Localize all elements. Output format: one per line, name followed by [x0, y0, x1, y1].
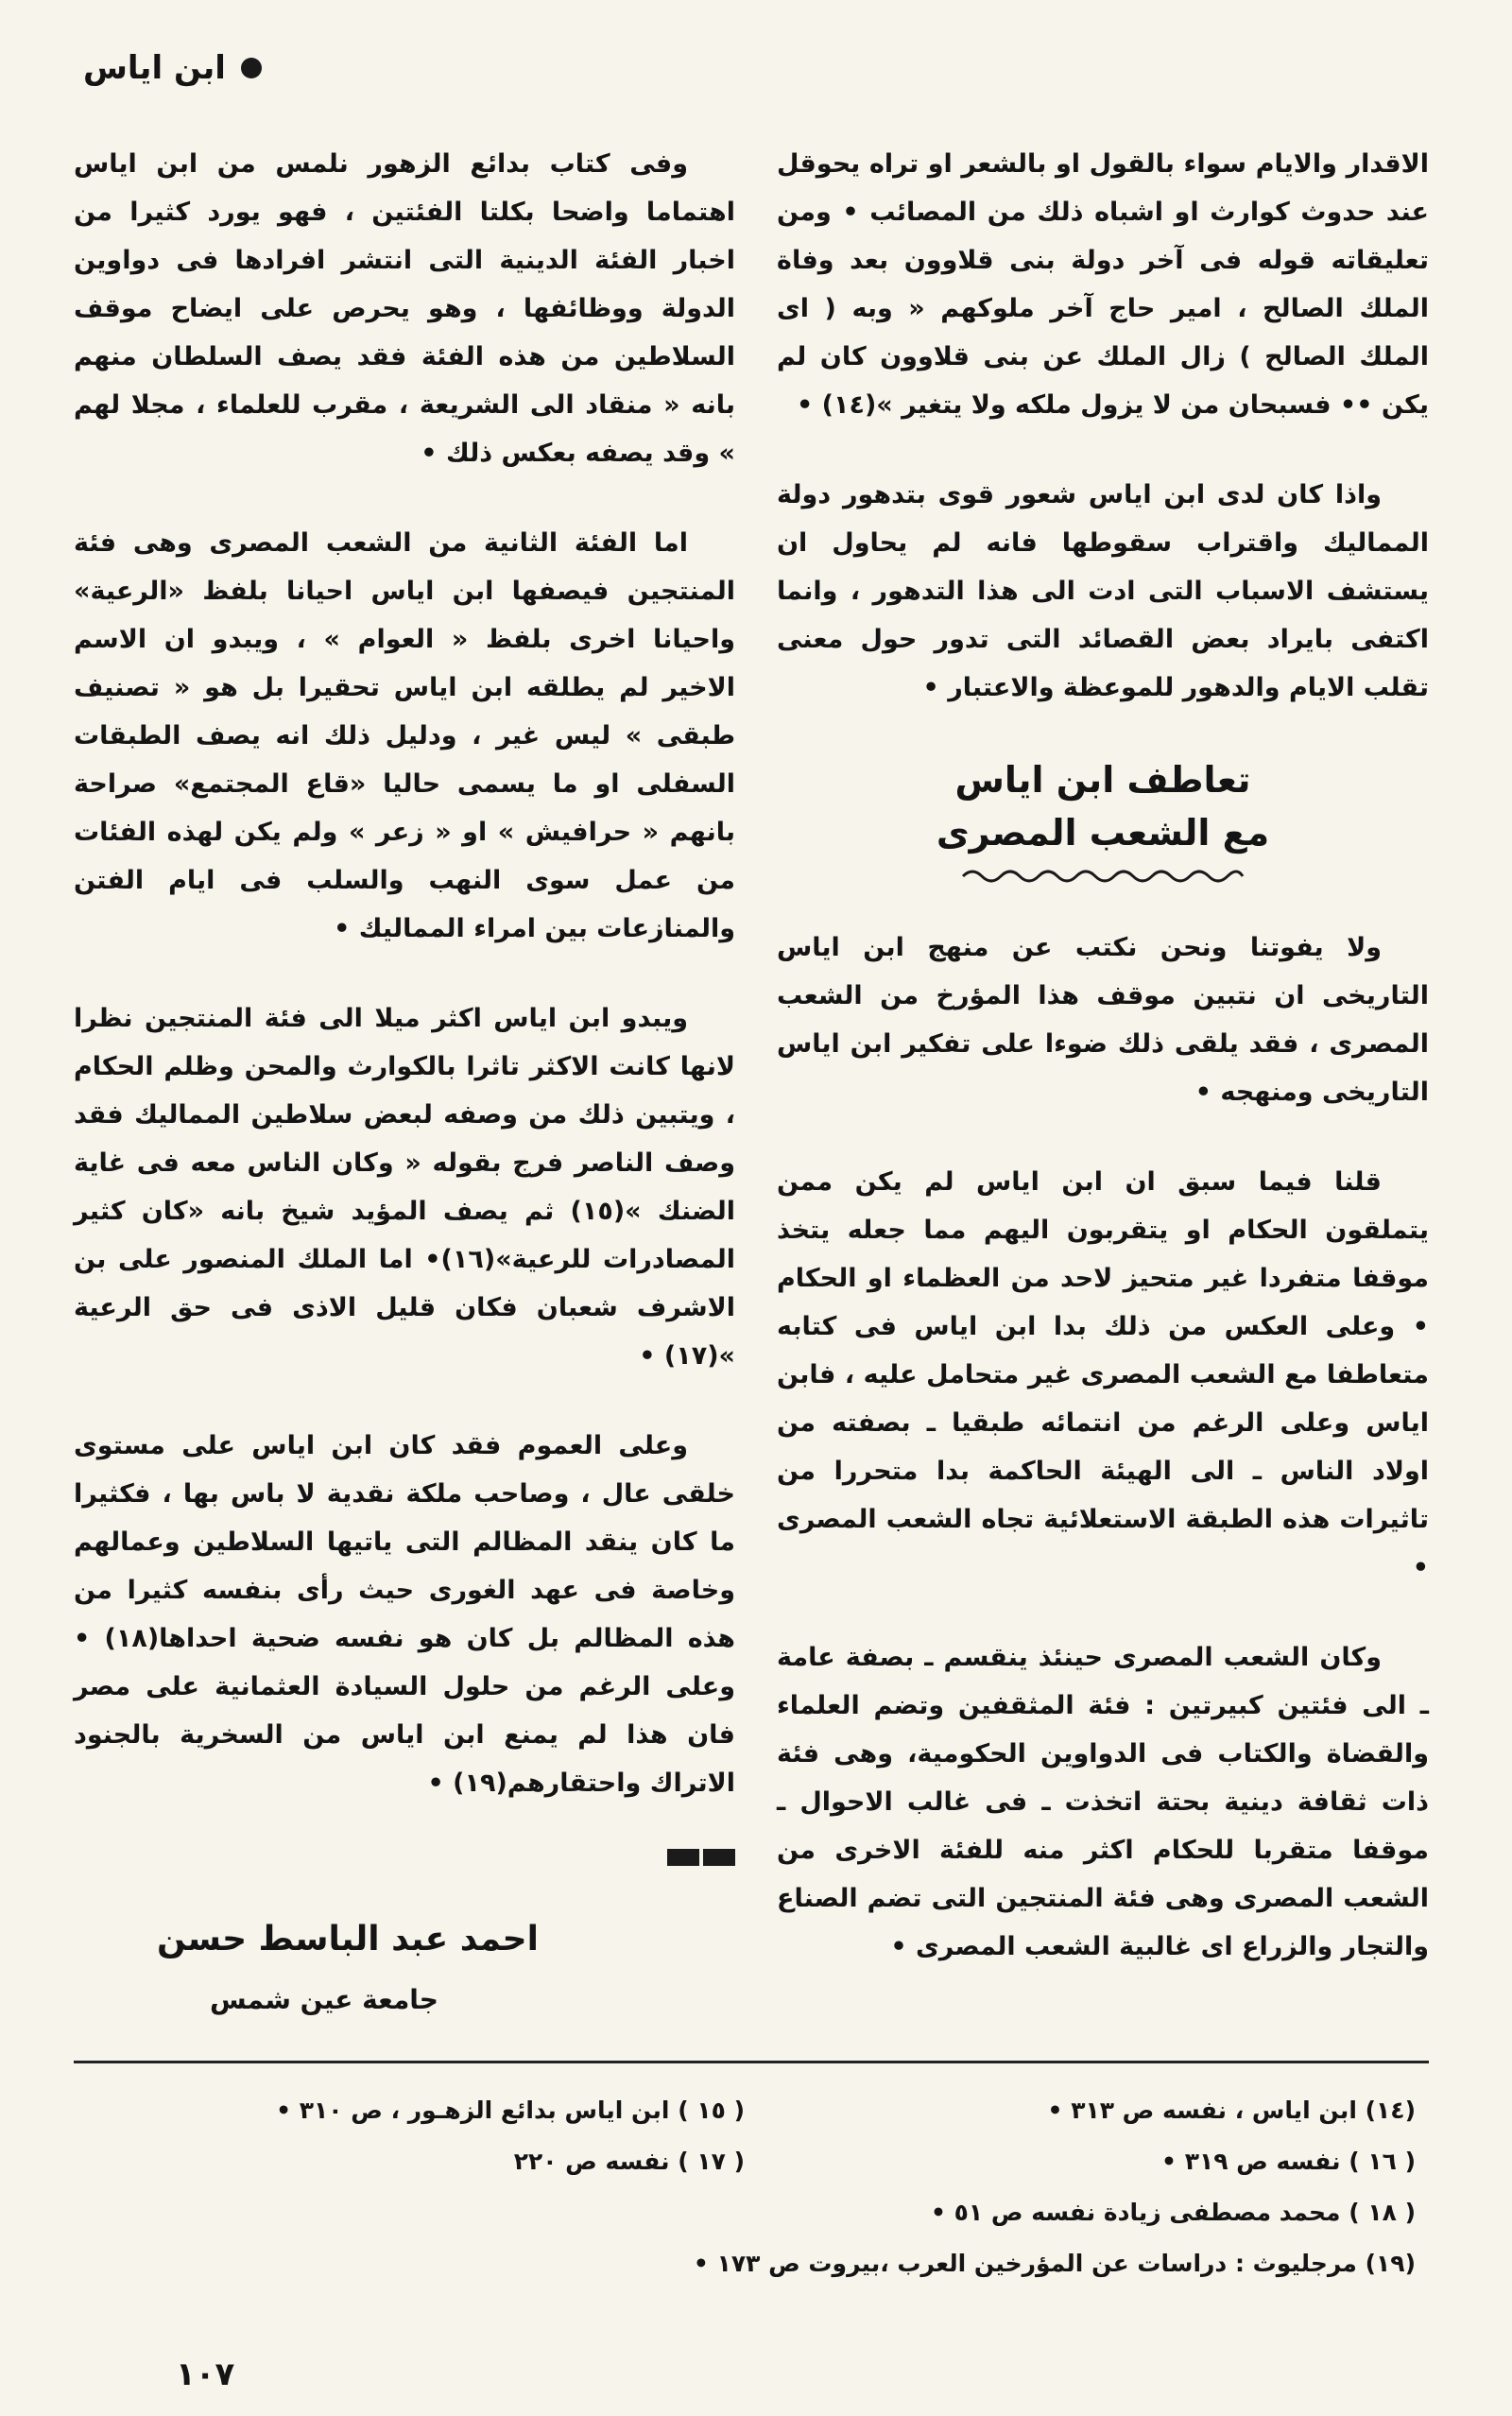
right-paragraph-1: الاقدار والايام سواء بالقول او بالشعر او تراه يحوقل عند حدوث كوارث او اشباه ذلك من المصائب • ومن تعليقاته قوله فى آخر دولة بنى قلاوون بعد وفاة الملك الصالح ، امير حاج آخر ملوكهم « وبه ( اى الملك الصالح ) زال الملك عن بنى قلاوون كان لم يكن •• فسبحان من لا يزول ملكه ولا يتغير »(١٤) • [777, 149, 1429, 420]
section-title-line-2: مع الشعب المصرى [936, 812, 1270, 854]
footnote-14: (١٤) ابن اياس ، نفسه ص ٣١٣ • [1047, 2097, 1416, 2124]
left-column [74, 140, 735, 2023]
decorative-squiggle-icon [961, 865, 1245, 886]
footnote-divider [74, 2061, 1429, 2063]
footnote-15: ( ١٥ ) ابن اياس بدائع الزهـور ، ص ٣١٠ • [276, 2097, 745, 2124]
header-title: ابن اياس [83, 49, 226, 87]
running-header [83, 49, 262, 87]
header-bullet-icon [241, 58, 262, 78]
section-title [777, 753, 1429, 859]
right-paragraph-3: ولا يفوتنا ونحن نكتب عن منهج ابن اياس التاريخى ان نتبين موقف هذا المؤرخ من الشعب المصرى ، فقد يلقى ذلك ضوءا على تفكير ابن اياس التاريخى ومنهجه • [777, 933, 1429, 1107]
right-paragraph-5: وكان الشعب المصرى حينئذ ينقسم ـ بصفة عامة ـ الى فئتين كبيرتين : فئة المثقفين وتضم العلماء والقضاة والكتاب فى الدواوين الحكومية، وهى فئة ذات ثقافة دينية بحتة اتخذت ـ فى غالب الاحوال ـ موقفا متقربا للحكام اكثر منه للفئة الاخرى من الشعب المصرى وهى فئة المنتجين التى تضم الصناع والتجار والزراع اى غالبية الشعب المصرى • [777, 1643, 1429, 1961]
footnote-row [74, 2085, 1416, 2136]
footnotes [74, 2085, 1416, 2289]
author-name: احمد عبد الباسط حسن [157, 1920, 539, 1959]
right-column [777, 140, 1429, 2012]
footnote-16: ( ١٦ ) نفسه ص ٣١٩ • [1161, 2148, 1416, 2175]
author-affiliation: جامعة عين شمس [210, 1984, 438, 2015]
footnote-17: ( ١٧ ) نفسه ص ٢٢٠ [513, 2148, 745, 2175]
page-number: ١٠٧ [176, 2356, 235, 2393]
right-paragraph-2: واذا كان لدى ابن اياس شعور قوى بتدهور دولة المماليك واقتراب سقوطها فانه لم يحاول ان يستشف الاسباب التى ادت الى هذا التدهور ، وانما اكتفى بايراد بعض القصائد التى تدور حول معنى تقلب الايام والدهور للموعظة والاعتبار • [777, 480, 1429, 702]
footnote-18: ( ١٨ ) محمد مصطفى زيادة نفسه ص ٥١ • [930, 2199, 1416, 2226]
left-paragraph-4: وعلى العموم فقد كان ابن اياس على مستوى خلقى عال ، وصاحب ملكة نقدية لا باس بها ، فكثيرا ما كان ينقد المظالم التى ياتيها السلاطين وعمالهم وخاصة فى عهد الغورى حيث رأى بنفسه كثيرا من هذه المظالم بل كان هو نفسه ضحية احداها(١٨) • وعلى الرغم من حلول السيادة العثمانية على مصر فان هذا لم يمنع ابن اياس من السخرية بالجنود الاتراك واحتقارهم(١٩) • [74, 1431, 736, 1798]
section-title-line-1: تعاطف ابن اياس [954, 759, 1251, 801]
left-paragraph-1: وفى كتاب بدائع الزهور نلمس من ابن اياس اهتماما واضحا بكلتا الفئتين ، فهو يورد كثيرا من اخبار الفئة الدينية التى انتشر افرادها فى دواوين الدولة ووظائفها ، وهو يحرص على ايضاح موقف السلاطين من هذه الفئة فقد يصف السلطان منهم بانه « منقاد الى الشريعة ، مقرب للعلماء ، مجلا لهم » وقد يصفه بعكس ذلك • [74, 149, 735, 468]
footnote-row [74, 2136, 1416, 2187]
left-paragraph-2: اما الفئة الثانية من الشعب المصرى وهى فئة المنتجين فيصفها ابن اياس احيانا بلفظ «الرعية» واحيانا اخرى بلفظ « العوام » ، ويبدو ان الاسم الاخير لم يطلقه ابن اياس تحقيرا بل هو « تصنيف طبقى » ليس غير ، ودليل ذلك انه يصف الطبقات السفلى او ما يسمى حاليا «قاع المجتمع» صراحة بانهم « حرافيش » او « زعر » ولم يكن لهذه الفئات من عمل سوى النهب والسلب فى ايام الفتن والمنازعات بين امراء المماليك • [74, 528, 735, 943]
left-paragraph-3: ويبدو ابن اياس اكثر ميلا الى فئة المنتجين نظرا لانها كانت الاكثر تاثرا بالكوارث والمحن وظلم الحكام ، ويتبين ذلك من وصفه لبعض سلاطين المماليك فقد وصف الناصر فرج بقوله « وكان الناس معه فى غاية الضنك »(١٥) ثم يصف المؤيد شيخ بانه «كان كثير المصادرات للرعية»(١٦)• اما الملك المنصور على بن الاشرف شعبان فكان قليل الاذى فى حق الرعية »(١٧) • [74, 1004, 736, 1371]
footnote-19: (١٩) مرجليوث : دراسات عن المؤرخين العرب ،بيروت ص ١٧٣ • [693, 2250, 1416, 2277]
article-end-mark [74, 1849, 735, 1866]
right-paragraph-4: قلنا فيما سبق ان ابن اياس لم يكن ممن يتملقون الحكام او يتقربون اليهم مما جعله يتخذ موقفا متفردا غير متحيز لاحد من العظماء او الحكام • وعلى العكس من ذلك بدا ابن اياس فى كتابه متعاطفا مع الشعب المصرى غير متحامل عليه ، فابن اياس وعلى الرغم من انتمائه طبقيا ـ بصفته من اولاد الناس ـ الى الهيئة الحاكمة بدا متحررا من تاثيرات هذه الطبقة الاستعلائية تجاه الشعب المصرى • [777, 1167, 1429, 1582]
